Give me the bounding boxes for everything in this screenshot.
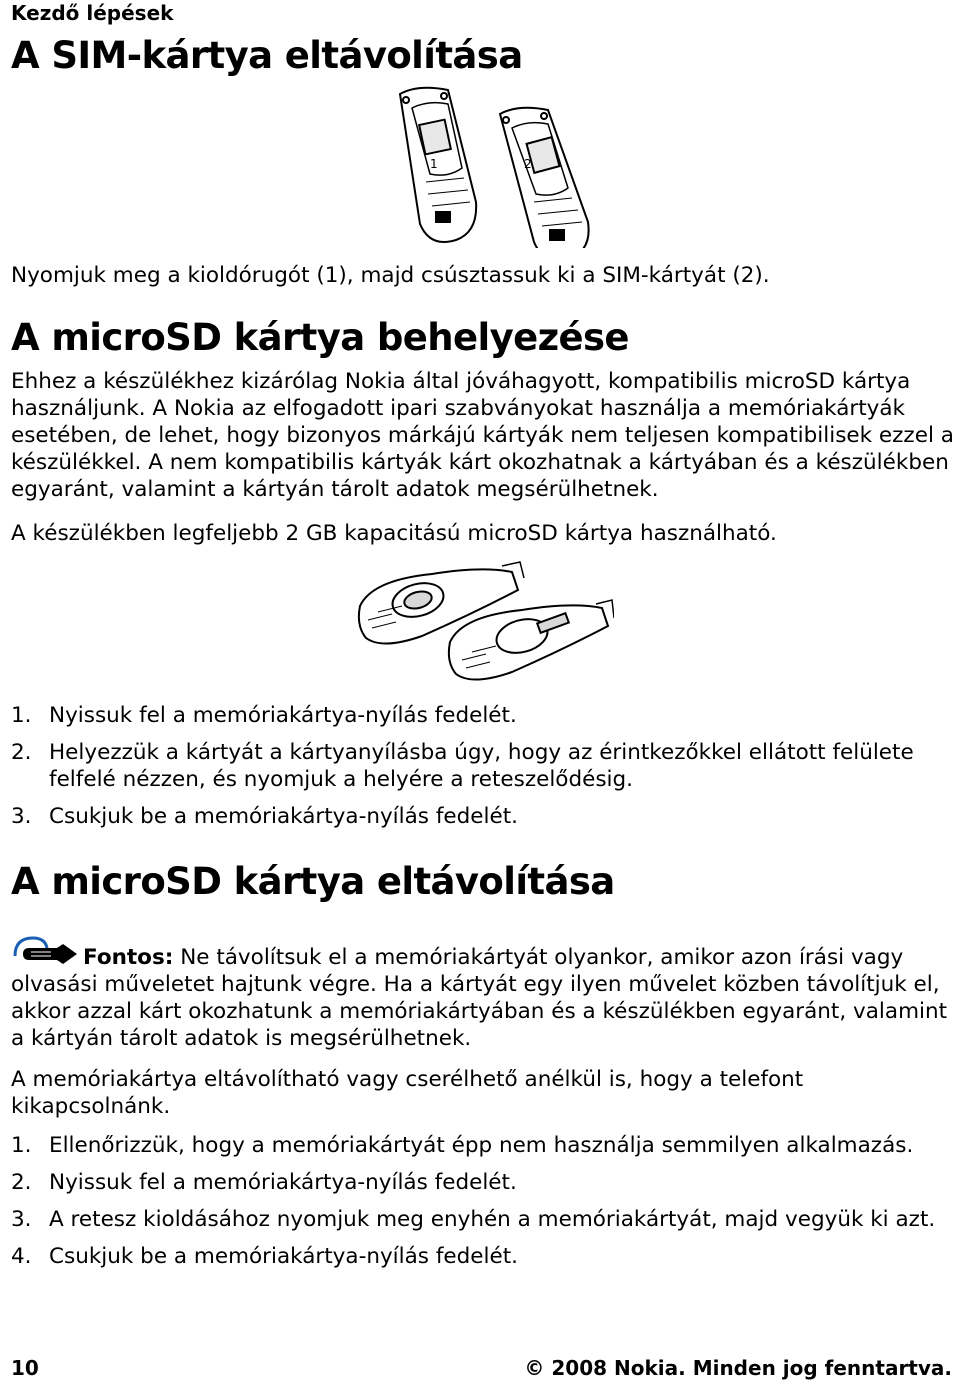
step-number: 3. <box>11 1207 32 1232</box>
list-item <box>11 1206 956 1233</box>
copyright-notice: © 2008 Nokia. Minden jog fenntartva. <box>524 1356 952 1380</box>
sim-removal-caption: Nyomjuk meg a kioldórugót (1), majd csúsztassuk ki a SIM-kártyát (2). <box>11 263 770 288</box>
microsd-insert-paragraph-1: Ehhez a készülékhez kizárólag Nokia által jóváhagyott, kompatibilis microSD kártya használjunk. A Nokia az elfogadott ipari szabványokat használja a memóriakártyák esetében, de lehet, hogy bizonyos márkájú kártyák nem teljesen kompatibilisek ezzel a készülékkel. A nem kompatibilis kártyák kárt okozhatnak a kártyában és a készülékben egyaránt, valamint a kártyán tárolt adatok megsérülhetnek. <box>11 369 954 502</box>
figure-label-2: 2 <box>524 157 532 171</box>
microsd-insert-title: A microSD kártya behelyezése <box>11 316 629 359</box>
step-number: 3. <box>11 804 32 829</box>
step-text: Csukjuk be a memóriakártya-nyílás fedelét. <box>49 804 518 829</box>
step-text: Nyissuk fel a memóriakártya-nyílás fedelét. <box>49 703 517 728</box>
step-text: Helyezzük a kártyát a kártyanyílásba úgy, hogy az érintkezőkkel ellátott felülete felfelé nézzen, és nyomjuk a helyére a reteszelődésig. <box>49 740 914 792</box>
list-item <box>11 803 956 830</box>
figure-label-1: 1 <box>430 157 438 171</box>
list-item <box>11 1132 956 1159</box>
step-number: 2. <box>11 740 32 765</box>
running-header: Kezdő lépések <box>11 1 174 25</box>
list-item <box>11 1169 956 1196</box>
step-text: Csukjuk be a memóriakártya-nyílás fedelét. <box>49 1244 518 1269</box>
step-text: Ellenőrizzük, hogy a memóriakártyát épp nem használja semmilyen alkalmazás. <box>49 1133 914 1158</box>
list-item <box>11 739 956 793</box>
step-text: Nyissuk fel a memóriakártya-nyílás fedelét. <box>49 1170 517 1195</box>
step-number: 4. <box>11 1244 32 1269</box>
phone-back-2 <box>500 108 589 248</box>
step-number: 2. <box>11 1170 32 1195</box>
page-number: 10 <box>11 1356 39 1380</box>
microsd-remove-note <box>11 944 956 1052</box>
sim-removal-illustration <box>378 82 604 248</box>
list-item <box>11 702 956 729</box>
microsd-insert-paragraph-2: A készülékben legfeljebb 2 GB kapacitású microSD kártya használható. <box>11 521 777 546</box>
sim-removal-title: A SIM-kártya eltávolítása <box>11 34 523 77</box>
note-label: Fontos: <box>83 945 174 970</box>
note-text: Ne távolítsuk el a memóriakártyát olyankor, amikor azon írási vagy olvasási műveletet hajtunk végre. Ha a kártyát egy ilyen művelet közben távolítjuk el, akkor azzal kárt okozhatunk a memóriakártyában és a készülékben egyaránt, valamint a kártyán tárolt adatok is megsérülhetnek. <box>11 945 948 1051</box>
step-text: A retesz kioldásához nyomjuk meg enyhén a memóriakártyát, majd vegyük ki azt. <box>49 1207 936 1232</box>
note-pointing-hand-icon <box>11 934 79 970</box>
microsd-remove-steps <box>11 1132 956 1280</box>
step-number: 1. <box>11 1133 32 1158</box>
microsd-remove-paragraph: A memóriakártya eltávolítható vagy cserélhető anélkül is, hogy a telefont kikapcsolnánk. <box>11 1067 804 1119</box>
step-number: 1. <box>11 703 32 728</box>
microsd-insert-illustration <box>352 560 614 684</box>
list-item <box>11 1243 956 1270</box>
microsd-remove-title: A microSD kártya eltávolítása <box>11 860 615 903</box>
microsd-insert-steps <box>11 702 956 840</box>
phone-back-1 <box>400 88 476 242</box>
